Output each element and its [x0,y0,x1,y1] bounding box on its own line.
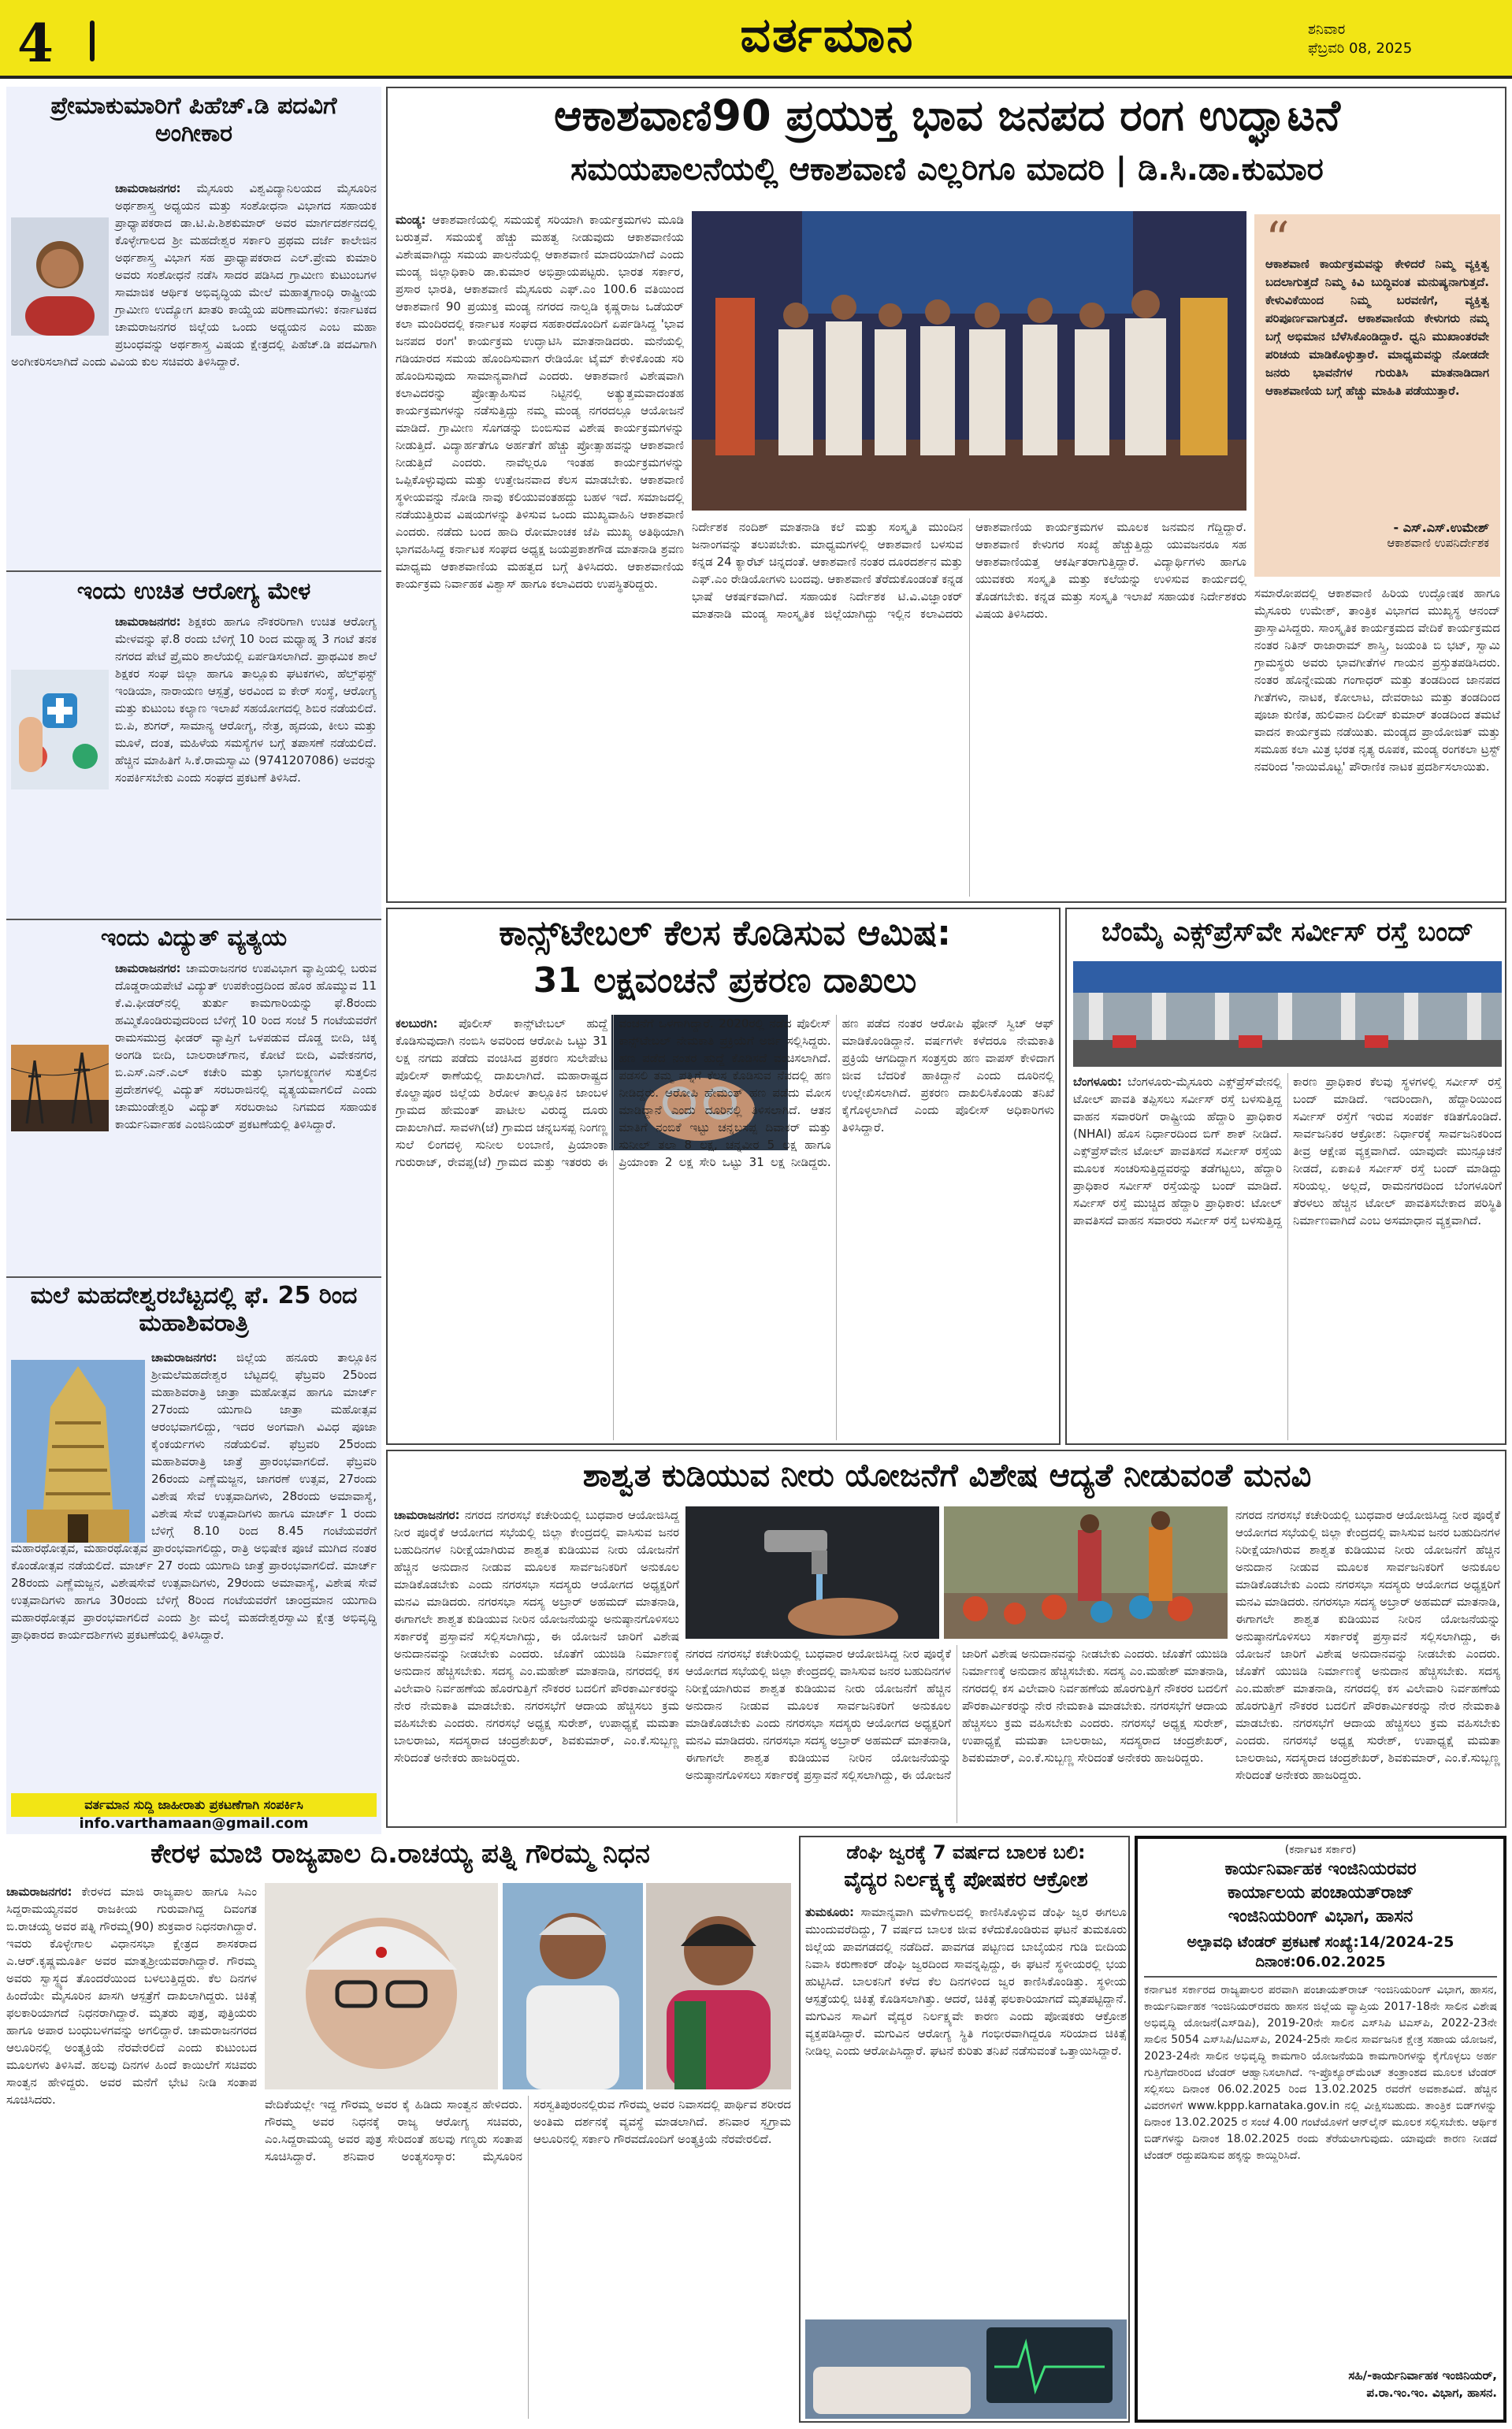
tender-title-2: ಕಾರ್ಯಾಲಯ ಪಂಚಾಯತ್‌ರಾಜ್ [1227,1883,1414,1903]
expressway-text: ಬೆಂಗಳೂರು-ಮೈಸೂರು ಎಕ್ಸ್‌ಪ್ರೆಸ್‌ವೇನಲ್ಲಿ ಟೋಲ್ ಪಾವತಿ ತಪ್ಪಿಸಲು ಸರ್ವೀಸ್ ರಸ್ತೆ ಬಳಸುತ್ತಿದ್ದ ವಾಹನ ಸವಾರರಿಗೆ ರಾಷ್ಟ್ರೀಯ ಹೆದ್ದಾರಿ ಪ್ರಾಧಿಕಾರ (NHAI) ಹೊಸ ನಿರ್ಧಾರದಿಂದ ಬಿಗ್ ಶಾಕ್ ನೀಡಿದೆ. ಎಕ್ಸ್‌ಪ್ರೆಸ್‌ವೇನ ಟೋಲ್ ಪಾವತಿಸದೆ ಸರ್ವೀಸ್ ರಸ್ತೆಯ ಮೂಲಕ ಸಂಚರಿಸುತ್ತಿದ್ದವರನ್ನು ತಡೆಗಟ್ಟಲು, ಹೆದ್ದಾರಿ ಪ್ರಾಧಿಕಾರ ಸರ್ವೀಸ್ ರಸ್ತೆಯನ್ನು ಬಂದ್ ಮಾಡಿದೆ. ಸರ್ವೀಸ್ ರಸ್ತೆ ಮುಚ್ಚಿದ ಹೆದ್ದಾರಿ ಪ್ರಾಧಿಕಾರ: ಟೋಲ್ ಪಾವತಿಸದೆ ವಾಹನ ಸವಾರರು ಸರ್ವೀಸ್ ರಸ್ತೆ ಬಳಸುತ್ತಿದ್ದ ಕಾರಣ ಪ್ರಾಧಿಕಾರ ಕೆಲವು ಸ್ಥಳಗಳಲ್ಲಿ ಸರ್ವೀಸ್ ರಸ್ತೆ ಬಂದ್ ಮಾಡಿದೆ. ಇದರಿಂದಾಗಿ, ಹೆದ್ದಾರಿಯಿಂದ ಸರ್ವೀಸ್ ರಸ್ತೆಗೆ ಇರುವ ಸಂಪರ್ಕ ಕಡಿತಗೊಂಡಿದೆ. ಸಾರ್ವಜನಿಕರ ಆಕ್ರೋಶ: ನಿರ್ಧಾರಕ್ಕೆ ಸಾರ್ವಜನಿಕರಿಂದ ತೀವ್ರ ಆಕ್ಷೇಪ ವ್ಯಕ್ತವಾಗಿದೆ. ಯಾವುದೇ ಮುನ್ಸೂಚನೆ ನೀಡದೆ, ಏಕಾಏಕಿ ಸರ್ವೀಸ್ ರಸ್ತೆ ಬಂದ್ ಮಾಡಿದ್ದು ಸರಿಯಲ್ಲ. ಅಲ್ಲದೆ, ರಾಮನಗರದಿಂದ ಬೆಂಗಳೂರಿಗೆ ತೆರಳಲು ಹೆಚ್ಚಿನ ಟೋಲ್ ಪಾವತಿಸಬೇಕಾದ ಪರಿಸ್ಥಿತಿ ನಿರ್ಮಾಣವಾಗಿದೆ ಎಂಬ ಅಸಮಾಧಾನ ವ್ಯಕ್ತವಾಗಿದೆ. [1073,1075,1502,1227]
tender-signature-2: ಪ.ರಾ.ಇಂ.ಇಂ. ವಿಭಾಗ, ಹಾಸನ. [1366,2386,1497,2400]
water-story [386,1450,1506,1828]
lead-story [386,87,1506,903]
issue-date [1308,20,1497,58]
lead-body-col1 [396,211,684,897]
shivaratri-headline: ಮಲೆ ಮಹದೇಶ್ವರಬೆಟ್ಟದಲ್ಲಿ ಫೆ. 25 ರಿಂದ ಮಹಾಶಿವರಾತ್ರಿ [30,1282,358,1337]
governor-body-col2: ವೇದಿಕೆಯಲ್ಲೇ ಇದ್ದ ಗೌರಮ್ಮ ಅವರ ಕೈ ಹಿಡಿದು ಸಾಂತ್ವನ ಹೇಳಿದರು. ಗೌರಮ್ಮ ಅವರ ನಿಧನಕ್ಕೆ ರಾಜ್ಯ ಆರೋಗ್ಯ ಸಚಿವರು, ಎಂ.ಸಿದ್ದರಾಮಯ್ಯ ಅವರ ಪುತ್ರ ಸೇರಿದಂತೆ ಹಲವು ಗಣ್ಯರು ಸಂತಾಪ ಸೂಚಿಸಿದ್ದಾರೆ. ಶನಿವಾರ ಅಂತ್ಯಸಂಸ್ಕಾರ: ಮೈಸೂರಿನ ಸರಸ್ವತಿಪುರಂನಲ್ಲಿರುವ ಗೌರಮ್ಮ ಅವರ ನಿವಾಸದಲ್ಲಿ ಪಾರ್ಥಿವ ಶರೀರದ ಅಂತಿಮ ದರ್ಶನಕ್ಕೆ ವ್ಯವಸ್ಥೆ ಮಾಡಲಾಗಿದೆ. ಶನಿವಾರ ಸ್ವಗ್ರಾಮ ಆಲೂರಿನಲ್ಲಿ ಸರ್ಕಾರಿ ಗೌರವದೊಂದಿಗೆ ಅಂತ್ಯಕ್ರಿಯೆ ನೆರವೇರಲಿದೆ. [265,2097,791,2163]
hospital-photo [805,2319,1127,2419]
health-body [11,613,377,917]
quote-text: ಆಕಾಶವಾಣಿ ಕಾರ್ಯಕ್ರಮವನ್ನು ಕೇಳಿದರೆ ನಿಮ್ಮ ವ್ಯಕ್ತಿತ್ವ ಬದಲಾಗುತ್ತದೆ ನಿಮ್ಮ ಕಿವಿ ಬುದ್ಧಿವಂತ ಮನುಷ್ಯನಾಗುತ್ತದೆ. ಕೇಳುವಿಕೆಯಿಂದ ನಿಮ್ಮ ಬರವಣಿಗೆ, ವ್ಯಕ್ತಿತ್ವ ಪರಿಪೂರ್ಣವಾಗುತ್ತದೆ. ಆಕಾಶವಾಣಿಯ ಕೇಳುಗರು ನಮ್ಮ ಬಗ್ಗೆ ಅಭಿಮಾನ ಬೆಳೆಸಿಕೊಂಡಿದ್ದಾರೆ. ಧ್ವನಿ ಮುಖಾಂತರವೇ ಪರಿಚಯ ಮಾಡಿಕೊಳ್ಳುತ್ತಾರೆ. ಮಾಧ್ಯಮವನ್ನು ನೋಡದೇ ಜನರು ಭಾವನೆಗಳ ಗುರುತಿಸಿ ಮಾತನಾಡಿದಾಗ ಆಕಾಶವಾಣಿಯ ಬಗ್ಗೆ ಹೆಚ್ಚು ಮಾಹಿತಿ ಪಡೆಯುತ್ತಾರೆ. [1265,257,1489,398]
water-tap-icon [685,1506,939,1639]
phd-dateline: ಚಾಮರಾಜನಗರ: [115,181,181,195]
governor-text: ಕೇರಳದ ಮಾಜಿ ರಾಜ್ಯಪಾಲ ಹಾಗೂ ಸಿಎಂ ಸಿದ್ದರಾಮಯ್ಯನವರ ರಾಜಕೀಯ ಗುರುವಾಗಿದ್ದ ದಿವಂಗತ ಬಿ.ರಾಚಯ್ಯ ಅವರ ಪತ್ನಿ ಗೌರಮ್ಮ(90) ಶುಕ್ರವಾರ ನಿಧನರಾಗಿದ್ದಾರೆ. ಇವರು ಕೊಳ್ಳೇಗಾಲ ವಿಧಾನಸಭಾ ಕ್ಷೇತ್ರದ ಶಾಸಕರಾದ ಎ.ಆರ್.ಕೃಷ್ಣಮೂರ್ತಿ ಅವರ ಮಾತೃಶ್ರೀಯವರಾಗಿದ್ದಾರೆ. ಗೌರಮ್ಮ ಅವರು ಸ್ವಾಸ್ಥ್ಯದ ತೊಂದರೆಯಿಂದ ಬಳಲುತ್ತಿದ್ದರು. ಕೆಲ ದಿನಗಳ ಹಿಂದೆಯೇ ಮೈಸೂರಿನ ಖಾಸಗಿ ಆಸ್ಪತ್ರೆಗೆ ದಾಖಲಾಗಿದ್ದರು. ಚಿಕಿತ್ಸೆ ಫಲಕಾರಿಯಾಗದೆ ನಿಧನರಾಗಿದ್ದಾರೆ. ಮೃತರು ಪುತ್ರ, ಪುತ್ರಿಯರು ಹಾಗೂ ಅಪಾರ ಬಂಧುಬಳಗವನ್ನು ಅಗಲಿದ್ದಾರೆ. ಚಾಮರಾಜನಗರದ ಆಲೂರಿನಲ್ಲಿ ಅಂತ್ಯಕ್ರಿಯೆ ನೆರವೇರಲಿದೆ ಎಂದು ಕುಟುಂಬದ ಮೂಲಗಳು ತಿಳಿಸಿವೆ. ಹಲವು ದಿನಗಳ ಹಿಂದೆ ಕಾಯಿಲೆಗೆ ಸಚಿವರು ಸಾಂತ್ವನ ಹೇಳಿದ್ದರು. ಅವರ ಮನೆಗೆ ಭೇಟಿ ನೀಡಿ ಸಂತಾಪ ಸೂಚಿಸಿದರು. [6,1885,257,2107]
woman-photo [646,1883,791,2089]
health-headline: ಇಂದು ಉಚಿತ ಆರೋಗ್ಯ ಮೇಳ [76,578,311,605]
water-tap-photo [685,1506,939,1639]
toll-plaza-icon [1073,961,1502,1067]
tender-title-3: ಇಂಜಿನಿಯರಿಂಗ್ ವಿಭಾಗ, ಹಾಸನ [1228,1907,1414,1926]
phd-headline: ಪ್ರೇಮಾಕುಮಾರಿಗೆ ಪಿಹೆಚ್.ಡಿ ಪದವಿಗೆ ಅಂಗೀಕಾರ [50,92,337,147]
power-headline: ಇಂದು ವಿದ್ಯುತ್ ವ್ಯತ್ಯಯ [100,924,288,952]
dengue-headline-2: ವೈದ್ಯರ ನಿರ್ಲಕ್ಷ್ಯಕ್ಕೆ ಪೋಷಕರ ಆಕ್ರೋಶ [844,1868,1088,1892]
tender-date: ದಿನಾಂಕ:06.02.2025 [1255,1954,1386,1970]
elderly-woman-photo-icon [265,1883,498,2089]
contact-email[interactable]: info.varthamaan@gmail.com [79,1815,309,1832]
issue-date-text: ಫೆಬ್ರವರಿ 08, 2025 [1308,40,1413,57]
tender-title-1: ಕಾರ್ಯನಿರ್ವಾಹಕ ಇಂಜಿನಿಯರವರ [1224,1859,1417,1879]
divider [6,1276,381,1278]
dengue-story [799,1836,1130,2423]
expressway-story [1065,908,1506,1445]
water-headline: ಶಾಶ್ವತ ಕುಡಿಯುವ ನೀರು ಯೋಜನೆಗೆ ವಿಶೇಷ ಆದ್ಯತೆ ನೀಡುವಂತೆ ಮನವಿ [582,1458,1312,1494]
constable-dateline: ಕಲಬುರಗಿ: [396,1016,438,1031]
newspaper-logo: ವರ್ತಮಾನ [740,8,915,63]
dengue-dateline: ತುಮಕೂರು: [805,1905,855,1919]
gowramma-photo [265,1883,498,2089]
lead-quote-box [1254,214,1500,577]
man-photo-icon [503,1883,643,2089]
divider [1144,1976,1497,1978]
shivaratri-text: ಜಿಲ್ಲೆಯ ಹನೂರು ತಾಲ್ಲೂಕಿನ ಶ್ರೀಮಲೆಮಹದೇಶ್ವರ ಬೆಟ್ಟದಲ್ಲಿ ಫೆಬ್ರವರಿ 25ರಿಂದ ಮಹಾಶಿವರಾತ್ರಿ ಜಾತ್ರಾ ಮಹೋತ್ಸವ ಹಾಗೂ ಮಾರ್ಚ್ 27ರಂದು ಯುಗಾದಿ ಜಾತ್ರಾ ಮಹೋತ್ಸವ ಆರಂಭವಾಗಲಿದ್ದು, ಇದರ ಅಂಗವಾಗಿ ವಿವಿಧ ಪೂಜಾ ಕೈಂಕರ್ಯಗಳು ನಡೆಯಲಿವೆ. ಫೆಬ್ರವರಿ 25ರಂದು ಮಹಾಶಿವರಾತ್ರಿ ಜಾತ್ರೆ ಪ್ರಾರಂಭವಾಗಲಿದೆ. ಫೆಬ್ರವರಿ 26ರಂದು ಎಣ್ಣೆಮಜ್ಜನ, ಜಾಗರಣೆ ಉತ್ಸವ, 27ರಂದು ವಿಶೇಷ ಸೇವೆ ಉತ್ಸವಾದಿಗಳು, 28ರಂದು ಅಮಾವಾಸ್ಯೆ, ವಿಶೇಷ ಸೇವೆ ಉತ್ಸವಾದಿಗಳು ಹಾಗೂ ಮಾರ್ಚ್ 1 ರಂದು ಬೆಳಿಗ್ಗೆ 8.10 ರಿಂದ 8.45 ಗಂಟೆಯವರೆಗೆ ಮಹಾರಥೋತ್ಸವ, ಮಹಾರಥೋತ್ಸವ ಪ್ರಾರಂಭವಾಗಲಿದ್ದು, ರಾತ್ರಿ ಅಭಿಷೇಕ ಪೂಜೆ ಮುಗಿದ ನಂತರ ಕೊಂಡೋತ್ಸವ ನಡೆಯಲಿದೆ. ಮಾರ್ಚ್ 27 ರಂದು ಯುಗಾದಿ ಜಾತ್ರೆ ಪ್ರಾರಂಭವಾಗಲಿದೆ. ಮಾರ್ಚ್ 28ರಂದು ಎಣ್ಣೆಮಜ್ಜನ, ವಿಶೇಷಸೇವೆ ಉತ್ಸವಾದಿಗಳು, 29ರಂದು ಅಮಾವಾಸ್ಯೆ, ವಿಶೇಷ ಸೇವೆ ಉತ್ಸವಾದಿಗಳು ಹಾಗೂ 30ರಂದು ಬೆಳಿಗ್ಗೆ 8ರಿಂದ ಗಂಟೆಯವರೆಗೆ ಚಾಂದ್ರಮಾನ ಯುಗಾದಿ ಮಹಾರಥೋತ್ಸವ ಪ್ರಾರಂಭವಾಗಲಿದೆ ಎಂದು ಶ್ರೀ ಮಲೈ ಮಹದೇಶ್ವರಸ್ವಾಮಿ ಕ್ಷೇತ್ರ ಅಭಿವೃದ್ಧಿ ಪ್ರಾಧಿಕಾರದ ಕಾರ್ಯದರ್ಶಿಗಳು ಪ್ರಕಟಣೆಯಲ್ಲಿ ತಿಳಿಸಿದ್ದಾರೆ. [11,1350,377,1642]
lead-dateline: ಮಂಡ್ಯ: [396,213,426,227]
lead-subhead: ಸಮಯಪಾಲನೆಯಲ್ಲಿ ಆಕಾಶವಾಣಿ ಎಲ್ಲರಿಗೂ ಮಾದರಿ | ಡಿ.ಸಿ.ಡಾ.ಕುಮಾರ [570,151,1324,188]
rachaiah-photo [503,1883,643,2089]
governor-dateline: ಚಾಮರಾಜನಗರ: [6,1885,72,1899]
issue-day: ಶನಿವಾರ [1308,21,1346,38]
power-body [11,960,377,1275]
expressway-body [1073,1073,1502,1440]
tender-body: ಕರ್ನಾಟಕ ಸರ್ಕಾರದ ರಾಜ್ಯಪಾಲರ ಪರವಾಗಿ ಪಂಚಾಯತ್‌ರಾಜ್ ಇಂಜಿನಿಯರಿಂಗ್ ವಿಭಾಗ, ಹಾಸನ, ಕಾರ್ಯನಿರ್ವಾಹಕ ಇಂಜಿನಿಯರ್‌ರವರು ಹಾಸನ ಜಿಲ್ಲೆಯ ವ್ಯಾಪ್ತಿಯ 2017-18ನೇ ಸಾಲಿನ ವಿಶೇಷ ಅಭಿವೃದ್ಧಿ ಯೋಜನೆ(ಎಸ್‌ಡಿಪಿ), 2019-20ನೇ ಸಾಲಿನ ಎಸ್‌ಸಿಪಿ ಟಿಎಸ್‌ಪಿ, 2022-23ನೇ ಸಾಲಿನ 5054 ಎಸ್‌ಸಿಪಿ/ಟಿಎಸ್‌ಪಿ, 2024-25ನೇ ಸಾಲಿನ ಸಾರ್ವಜನಿಕ ಕ್ಷೇತ್ರ ಸಹಾಯ ಯೋಜನೆ, 2023-24ನೇ ಸಾಲಿನ ಅಭಿವೃದ್ಧಿ ಕಾಮಗಾರಿ ಯೋಜನೆಯಡಿ ಕಾಮಗಾರಿಗಳನ್ನು ಕೈಗೊಳ್ಳಲು ಅರ್ಹ ಗುತ್ತಿಗೆದಾರರಿಂದ ಟೆಂಡರ್ ಆಹ್ವಾನಿಸಲಾಗಿದೆ. ಇ-ಪ್ರೊಕ್ಯೂರ್‌ಮೆಂಟ್ ತಂತ್ರಾಂಶದ ಮೂಲಕ ಟೆಂಡರ್ ಸಲ್ಲಿಸಲು ದಿನಾಂಕ 06.02.2025 ರಿಂದ 13.02.2025 ರವರೆಗೆ ಅವಕಾಶವಿದೆ. ಹೆಚ್ಚಿನ ವಿವರಗಳಿಗೆ www.kppp.karnataka.gov.in ನಲ್ಲಿ ವೀಕ್ಷಿಸಬಹುದು. ತಾಂತ್ರಿಕ ಬಿಡ್‌ಗಳನ್ನು ದಿನಾಂಕ 13.02.2025 ರ ಸಂಜೆ 4.00 ಗಂಟೆಯೊಳಗೆ ಆನ್‌ಲೈನ್ ಮೂಲಕ ಸಲ್ಲಿಸಬೇಕು. ಆರ್ಥಿಕ ಬಿಡ್‌ಗಳನ್ನು ದಿನಾಂಕ 18.02.2025 ರಂದು ತೆರೆಯಲಾಗುವುದು. ಯಾವುದೇ ಕಾರಣ ನೀಡದೆ ಟೆಂಡರ್ ರದ್ದುಪಡಿಸುವ ಹಕ್ಕನ್ನು ಕಾಯ್ದಿರಿಸಿದೆ. [1144,1984,1497,2162]
lead-photo [692,211,1246,511]
tender-notice [1135,1836,1506,2423]
page-number: 4 [17,13,54,74]
quote-author: - ಎಸ್.ಎಸ್.ಉಮೇಶ್ [1393,520,1489,535]
lead-text: ಆಕಾಶವಾಣಿಯಲ್ಲಿ ಸಮಯಕ್ಕೆ ಸರಿಯಾಗಿ ಕಾರ್ಯಕ್ರಮಗಳು ಮೂಡಿ ಬರುತ್ತವೆ. ಸಮಯಕ್ಕೆ ಹೆಚ್ಚು ಮಹತ್ವ ನೀಡುವುದು ಆಕಾಶವಾಣಿಯ ವಿಶೇಷವಾಗಿದ್ದು ಸಮಯ ಪಾಲನೆಯಲ್ಲಿ ಆಕಾಶವಾಣಿ ಮಾದರಿಯಾಗಿದೆ ಎಂದು ಮಂಡ್ಯ ಜಿಲ್ಲಾಧಿಕಾರಿ ಡಾ.ಕುಮಾರ ಅಭಿಪ್ರಾಯಪಟ್ಟರು. ಭಾರತ ಸರ್ಕಾರ, ಪ್ರಸಾರ ಭಾರತಿ, ಆಕಾಶವಾಣಿ ಮೈಸೂರು ಎಫ್.ಎಂ 100.6 ವತಿಯಿಂದ ಆಕಾಶವಾಣಿ 90 ಪ್ರಯುಕ್ತ ಮಂಡ್ಯ ನಗರದ ನಾಲ್ವಡಿ ಕೃಷ್ಣರಾಜ ಒಡೆಯರ್ ಕಲಾ ಮಂದಿರದಲ್ಲಿ ಕರ್ನಾಟಕ ಸಂಘದ ಸಹಕಾರದೊಂದಿಗೆ ಏರ್ಪಡಿಸಿದ್ದ 'ಭಾವ ಜನಪದ ರಂಗ' ಕಾರ್ಯಕ್ರಮ ಉದ್ಘಾಟಿಸಿ ಮಾತನಾಡಿದರು. ಮನೆಯಲ್ಲಿ ಗಡಿಯಾರದ ಸಮಯ ಹೊಂದಿಸುವಾಗ ರೇಡಿಯೋ ಟೈಮ್ ಕೇಳಿಕೊಂಡು ಸರಿ ಹೊಂದಿಸುವುದು ಸಾಮಾನ್ಯವಾಗಿದೆ ಎಂದರು. ಆಕಾಶವಾಣಿ ವಿಶೇಷವಾಗಿ ಕಲಾವಿದರನ್ನು ಪ್ರೋತ್ಸಾಹಿಸುವ ನಿಟ್ಟಿನಲ್ಲಿ ಅತ್ಯುತ್ತಮವಾದಂತಹ ಕಾರ್ಯಕ್ರಮಗಳನ್ನು ನಡೆಸುತ್ತಿದ್ದು ನಮ್ಮ ಮಂಡ್ಯ ನಗರದಲ್ಲೂ ಆಯೋಜನೆ ಮಾಡಿದೆ. ಗ್ರಾಮೀಣ ಸೊಗಡನ್ನು ಬಿಂಬಿಸುವ ವಿಶೇಷ ಕಾರ್ಯಕ್ರಮಗಳನ್ನು ನೀಡುತ್ತಿದೆ. ವಿದ್ಯಾರ್ಹತೆಗೂ ಅರ್ಹತೆಗೆ ಹೆಚ್ಚು ಪ್ರೋತ್ಸಾಹವನ್ನು ಆಕಾಶವಾಣಿ ನೀಡುತ್ತಿದೆ ಎಂದರು. ನಾವೆಲ್ಲರೂ ಇಂತಹ ಕಾರ್ಯಕ್ರಮಗಳನ್ನು ಒಪ್ಪಿಕೊಳ್ಳುವುದು ಮತ್ತು ಉತ್ತೇಜನವಾದ ಕೆಲಸ ಮಾಡಬೇಕು. ಆಕಾಶವಾಣಿ ಸ್ಥಳೀಯವನ್ನು ನೋಡಿ ನಾವು ಕಲಿಯುವಂತಹದ್ದು ಬಹಳ ಇದೆ. ಸಮಾಜದಲ್ಲಿ ನಡೆಯುತ್ತಿರುವ ವಿಷಯಗಳನ್ನು ತಿಳಿಸುವ ಒಂದು ಮುಖ್ಯವಾಹಿನಿ ಆಕಾಶವಾಣಿ ಎಂದರು. ನಡೆದು ಬಂದ ಹಾದಿ ರೋಮಾಂಚಕ ಜೆಪಿ ಮುಖ್ಯ ಅತಿಥಿಯಾಗಿ ಭಾಗವಹಿಸಿದ್ದ ಕರ್ನಾಟಕ ಸಂಘದ ಅಧ್ಯಕ್ಷ ಜಯಪ್ರಕಾಶಗೌಡ ಮಾತನಾಡಿ ಶ್ರವಣ ಮಾಧ್ಯಮ ಆಕಾಶವಾಣಿಯ ಮಹತ್ವದ ಬಗ್ಗೆ ತಿಳಿಸಿದರು. ಆಕಾಶವಾಣಿಯ ಕಾರ್ಯಕ್ರಮ ನಿರ್ವಾಹಕ ವಿಶ್ವಾಸ್ ಹಾಗೂ ಕಲಾವಿದರು ಉಪಸ್ಥಿತರಿದ್ದರು. [396,213,684,591]
health-dateline: ಚಾಮರಾಜನಗರ: [115,615,181,629]
lead-headline: ಆಕಾಶವಾಣಿ90 ಪ್ರಯುಕ್ತ ಭಾವ ಜನಪದ ರಂಗ ಉದ್ಘಾಟನೆ [553,91,1341,140]
health-text: ಶಿಕ್ಷಕರು ಹಾಗೂ ನೌಕರರಿಗಾಗಿ ಉಚಿತ ಆರೋಗ್ಯ ಮೇಳವನ್ನು ಫೆ.8 ರಂದು ಬೆಳಿಗ್ಗೆ 10 ರಿಂದ ಮಧ್ಯಾಹ್ನ 3 ಗಂಟೆ ತನಕ ನಗರದ ಪೇಟೆ ಪ್ರೈಮರಿ ಶಾಲೆಯಲ್ಲಿ ಏರ್ಪಡಿಸಲಾಗಿದೆ. ಪ್ರಾಥಮಿಕ ಶಾಲೆ ಶಿಕ್ಷಕರ ಸಂಘ ಜಿಲ್ಲಾ ಹಾಗೂ ತಾಲ್ಲೂಕು ಘಟಕಗಳು, ಹೆಲ್ತ್‌ಫಸ್ಟ್ ಇಂಡಿಯಾ, ನಾರಾಯಣ ಆಸ್ಪತ್ರೆ, ಅರವಿಂದ ಐ ಕೇರ್ ಸಂಸ್ಥೆ, ಆರೋಗ್ಯ ಮತ್ತು ಕುಟುಂಬ ಕಲ್ಯಾಣ ಇಲಾಖೆ ಸಹಯೋಗದಲ್ಲಿ ಶಿಬಿರ ನಡೆಯಲಿದೆ. ಬಿ.ಪಿ, ಶುಗರ್, ಸಾಮಾನ್ಯ ಆರೋಗ್ಯ, ನೇತ್ರ, ಹೃದಯ, ಕೀಲು ಮತ್ತು ಮೂಳೆ, ದಂತ, ಮಹಿಳೆಯ ಸಮಸ್ಯೆಗಳ ಬಗ್ಗೆ ತಪಾಸಣೆ ನಡೆಯಲಿದೆ. ಹೆಚ್ಚಿನ ಮಾಹಿತಿಗೆ ಸಿ.ಕೆ.ರಾಮಸ್ವಾಮಿ (9741207086) ಅವರನ್ನು ಸಂಪರ್ಕಿಸಬೇಕು ಎಂದು ಸಂಘದ ಪ್ರಕಟಣೆ ತಿಳಿಸಿದೆ. [115,615,377,785]
constable-text: ಪೊಲೀಸ್ ಕಾನ್ಸ್‌ಟೇಬಲ್ ಹುದ್ದೆ ಕೊಡಿಸುವುದಾಗಿ ನಂಬಿಸಿ ಅವರಿಂದ ಆರೋಪಿ ಒಟ್ಟು 31 ಲಕ್ಷ ನಗದು ಪಡೆದು ವಂಚಿಸಿದ ಪ್ರಕರಣ ಸುಲೇಪೇಟ ಪೊಲೀಸ್ ಠಾಣೆಯಲ್ಲಿ ದಾಖಲಾಗಿದೆ. ಮಹಾರಾಷ್ಟ್ರದ ಕೊಲ್ಹಾಪೂರ ಜಿಲ್ಲೆಯ ಶಿರೋಳ ತಾಲ್ಲೂಕಿನ ಜಾಂಬಳ ಗ್ರಾಮದ ಹೇಮಂತ್ ಪಾಟೀಲ ವಿರುದ್ಧ ದೂರು ದಾಖಲಾಗಿದೆ. ಸಾವಳಗಿ(ಜೆ) ಗ್ರಾಮದ ಚನ್ನಬಸಪ್ಪ ನಿಂಗಣ್ಣ ಸುಲೆ ಲಿಂಗದಳ್ಳಿ ಸುನೀಲ ಲಂಬಾಣಿ, ಪ್ರಿಯಾಂಕಾ ಗುರುರಾಜ್, ರೇವಪ್ಪ(ಜೆ) ಗ್ರಾಮದ ಮತ್ತು ಇತರರು ಈ ವಂಚನೆಗೆ ಒಳಗಾಗಿದ್ದಾರೆ. 2020ರಲ್ಲಿ ನಡೆದ ಪೊಲೀಸ್ ಕಾನ್ಸ್‌ಟೇಬಲ್ ನೇಮಕಾತಿ ಪ್ರಕ್ರಿಯೆಗೆ ಅರ್ಜಿ ಸಲ್ಲಿಸಿದ್ದರು. ಹಣ ಪಡೆದ ನಂತರ ಹುದ್ದೆ ಕೊಡಿಸದೆ ವಂಚಿಸಲಾಗಿದೆ. ಪಡಸಲಿ ತಮ್ಮ ಪತ್ನಿಗೆ ಕೆಲಸ ಕೊಡಿಸುವ ನೆಪದಲ್ಲಿ ಹಣ ನೀಡಿದ್ದರು. ಆರೋಪಿ ಹೇಮಂತ್ ಹಣ ಪಡೆದು ಮೋಸ ಮಾಡಿದ್ದಾನೆ ಎಂದು ದೂರಿನಲ್ಲಿ ತಿಳಿಸಲಾಗಿದೆ. ಆತನ ಮಾತಿಗೆ ನಂಬಿಕೆ ಇಟ್ಟು ಚನ್ನಬಸಪ್ಪ ದಿವಾಕರ್ ಮತ್ತು ಸುನೀಲ್ ತಲಾ 8 ಲಕ್ಷ, ಚನ್ನವೀರ 5 ಲಕ್ಷ ಹಾಗೂ ಪ್ರಿಯಾಂಕಾ 2 ಲಕ್ಷ ಸೇರಿ ಒಟ್ಟು 31 ಲಕ್ಷ ನೀಡಿದ್ದರು. ಹಣ ಪಡೆದ ನಂತರ ಆರೋಪಿ ಫೋನ್ ಸ್ವಿಚ್ ಆಫ್ ಮಾಡಿಕೊಂಡಿದ್ದಾನೆ. ವರ್ಷಗಳೇ ಕಳೆದರೂ ನೇಮಕಾತಿ ಪ್ರಕ್ರಿಯೆ ಆಗದಿದ್ದಾಗ ಸಂತ್ರಸ್ತರು ಹಣ ವಾಪಸ್ ಕೇಳಿದಾಗ ಜೀವ ಬೆದರಿಕೆ ಹಾಕಿದ್ದಾನೆ ಎಂದು ದೂರಿನಲ್ಲಿ ಉಲ್ಲೇಖಿಸಲಾಗಿದೆ. ಪ್ರಕರಣ ದಾಖಲಿಸಿಕೊಂಡು ತನಿಖೆ ಕೈಗೊಳ್ಳಲಾಗಿದೆ ಎಂದು ಪೊಲೀಸ್ ಅಧಿಕಾರಿಗಳು ತಿಳಿಸಿದ್ದಾರೆ. [396,1016,1054,1169]
hospital-monitor-icon [805,2319,1127,2419]
lead-right-body: ಸಮಾರೋಪದಲ್ಲಿ ಆಕಾಶವಾಣಿ ಹಿರಿಯ ಉದ್ಘೋಷಕ ಹಾಗೂ ಮೈಸೂರು ಉಮೇಶ್, ತಾಂತ್ರಿಕ ವಿಭಾಗದ ಮುಖ್ಯಸ್ಥ ಆನಂದ್ ಪ್ರಾಸ್ತಾವಿಸಿದ್ದರು. ಸಾಂಸ್ಕೃತಿಕ ಕಾರ್ಯಕ್ರಮದ ವೇದಿಕೆ ಕಾರ್ಯಕ್ರಮದ ನಂತರ ನಿತಿನ್ ರಾಜಾರಾಮ್ ಶಾಸ್ತ್ರಿ, ಜಯಂತಿ ಬಿ ಭಟ್, ಸ್ವಾಮಿ ಗ್ರಾಮಸ್ಥರು ಅವರು ಭಾವಗೀತೆಗಳ ಗಾಯನ ಪ್ರಸ್ತುತಪಡಿಸಿದರು. ನಂತರ ಹೊನ್ನೇಮಡು ಗಂಗಾಧರ್ ಮತ್ತು ತಂಡದಿಂದ ಜಾನಪದ ಗೀತೆಗಳು, ನಾಟಕ, ಕೋಲಾಟ, ದೇವರಾಜು ಮತ್ತು ತಂಡದಿಂದ ಪೂಜಾ ಕುಣಿತ, ಹುಲಿವಾನ ದಿಲೀಪ್ ಕುಮಾರ್ ತಂಡದಿಂದ ತಮಟೆ ವಾದನ ಕಾರ್ಯಕ್ರಮ ನಡೆಯಿತು. ಮಂಡ್ಯದ ಪ್ರಾಯೋಜಿತ್ ಮತ್ತು ಸಮೂಹ ಕಲಾ ಮಿತ್ರ ಭರತ ನೃತ್ಯ ರೂಪಕ, ಮಂಡ್ಯ ರಂಗಕಲಾ ಟ್ರಸ್ಟ್ ನವರಿಂದ 'ನಾಯಿಮೊಟ್ಟ' ಪೌರಾಣಿಕ ನಾಟಕ ಪ್ರದರ್ಶಿಸಲಾಯಿತು. [1254,586,1500,774]
constable-headline-1: ಕಾನ್ಸ್‌ಟೇಬಲ್ ಕೆಲಸ ಕೊಡಿಸುವ ಆಮಿಷ: [499,913,951,953]
water-dateline: ಚಾಮರಾಜನಗರ: [394,1508,460,1522]
masthead [0,0,1512,79]
dengue-body [805,1903,1127,2313]
power-dateline: ಚಾಮರಾಜನಗರ: [115,961,181,975]
quote-role: ಆಕಾಶವಾಣಿ ಉಪನಿರ್ದೇಶಕ [1387,536,1489,550]
power-text: ಚಾಮರಾಜನಗರ ಉಪವಿಭಾಗ ವ್ಯಾಪ್ತಿಯಲ್ಲಿ ಬರುವ ದೊಡ್ಡರಾಯಪೇಟೆ ವಿದ್ಯುತ್ ಉಪಕೇಂದ್ರದಿಂದ ಹೊರ ಹೊಮ್ಮುವ 11 ಕೆ.ವಿ.ಫೀಡರ್‌ನಲ್ಲಿ ತುರ್ತು ಕಾಮಗಾರಿಯನ್ನು ಫೆ.8ರಂದು ಹಮ್ಮಿಕೊಂಡಿರುವುದರಿಂದ ಬೆಳಿಗ್ಗೆ 10 ರಿಂದ ಸಂಜೆ 5 ಗಂಟೆಯವರೆಗೆ ರಾಮಸಮುದ್ರ ಫೀಡರ್ ವ್ಯಾಪ್ತಿಗೆ ಒಳಪಡುವ ದೊಡ್ಡ ಬೀದಿ, ಚಿಕ್ಕ ಅಂಗಡಿ ಬೀದಿ, ಬಾಲರಾಜ್‌ಗಾನ, ಕೋಟೆ ಬೀದಿ, ವಿವೇಕನಗರ, ಬಿ.ಎಸ್.ಎನ್.ಎಲ್ ಕಚೇರಿ ಮತ್ತು ಭಾಗಲಕ್ಷ್ಮಣಗಳ ಸುತ್ತಲಿನ ಪ್ರದೇಶಗಳಲ್ಲಿ ವಿದ್ಯುತ್ ಸರಬರಾಜಿನಲ್ಲಿ ವ್ಯತ್ಯಯವಾಗಲಿದೆ ಎಂದು ಚಾಮುಂಡೇಶ್ವರಿ ವಿದ್ಯುತ್ ಸರಬರಾಜು ನಿಗಮದ ಸಹಾಯಕ ಕಾರ್ಯನಿರ್ವಾಹಕ ಎಂಜಿನಿಯರ್ ಪ್ರಕಟಣೆಯಲ್ಲಿ ತಿಳಿಸಿದ್ದಾರೆ. [115,961,377,1131]
water-body-col3: ನಗರದ ನಗರಸಭೆ ಕಚೇರಿಯಲ್ಲಿ ಬುಧವಾರ ಆಯೋಜಿಸಿದ್ದ ನೀರ ಪೂರೈಕೆ ಆಯೋಗದ ಸಭೆಯಲ್ಲಿ ಜಿಲ್ಲಾ ಕೇಂದ್ರದಲ್ಲಿ ವಾಸಿಸುವ ಜನರ ಬಹುದಿನಗಳ ನಿರೀಕ್ಷೆಯಾಗಿರುವ ಶಾಶ್ವತ ಕುಡಿಯುವ ನೀರು ಯೋಜನೆಗೆ ಹೆಚ್ಚಿನ ಅನುದಾನ ನೀಡುವ ಮೂಲಕ ಸಾರ್ವಜನಿಕರಿಗೆ ಅನುಕೂಲ ಮಾಡಿಕೊಡಬೇಕು ಎಂದು ನಗರಸಭಾ ಸದಸ್ಯರು ಆಯೋಗದ ಅಧ್ಯಕ್ಷರಿಗೆ ಮನವಿ ಮಾಡಿದರು. ನಗರಸಭಾ ಸದಸ್ಯ ಅಬ್ರಾರ್ ಅಹಮದ್ ಮಾತನಾಡಿ, ಈಗಾಗಲೇ ಶಾಶ್ವತ ಕುಡಿಯುವ ನೀರಿನ ಯೋಜನೆಯನ್ನು ಅನುಷ್ಠಾನಗೊಳಿಸಲು ಸರ್ಕಾರಕ್ಕೆ ಪ್ರಸ್ತಾವನೆ ಸಲ್ಲಿಸಲಾಗಿದ್ದು, ಈ ಯೋಜನೆ ಜಾರಿಗೆ ವಿಶೇಷ ಅನುದಾನವನ್ನು ನೀಡಬೇಕು ಎಂದರು. ಜೊತೆಗೆ ಯುಜಿಡಿ ನಿರ್ಮಾಣಕ್ಕೆ ಅನುದಾನ ಹೆಚ್ಚಿಸಬೇಕು. ಸದಸ್ಯ ಎಂ.ಮಹೇಶ್ ಮಾತನಾಡಿ, ನಗರದಲ್ಲಿ ಕಸ ವಿಲೇವಾರಿ ನಿರ್ವಹಣೆಯ ಹೊರಗುತ್ತಿಗೆ ನೌಕರರ ಬದಲಿಗೆ ಪೌರಕಾರ್ಮಿಕರನ್ನು ನೇರ ನೇಮಕಾತಿ ಮಾಡಬೇಕು. ನಗರಸಭೆಗೆ ಆದಾಯ ಹೆಚ್ಚಿಸಲು ಕ್ರಮ ವಹಿಸಬೇಕು ಎಂದರು. ನಗರಸಭೆ ಅಧ್ಯಕ್ಷ ಸುರೇಶ್, ಉಪಾಧ್ಯಕ್ಷೆ ಮಮತಾ ಬಾಲರಾಜು, ಸದಸ್ಯರಾದ ಚಂದ್ರಶೇಖರ್, ಶಿವಕುಮಾರ್, ಎಂ.ಕೆ.ಸುಬ್ಬಣ್ಣ ಸೇರಿದಂತೆ ಅನೇಕರು ಹಾಜರಿದ್ದರು. [1235,1508,1500,1782]
lead-body-col2 [692,518,1246,897]
dengue-headline-1: ಡೆಂಘಿ ಜ್ವರಕ್ಕೆ 7 ವರ್ಷದ ಬಾಲಕ ಬಲಿ: [846,1841,1086,1863]
tender-notice-number: ಅಲ್ಪಾವಧಿ ಟೆಂಡರ್ ಪ್ರಕಟಣೆ ಸಂಖ್ಯೆ:14/2024-25 [1187,1933,1454,1951]
dengue-text: ಸಾಮಾನ್ಯವಾಗಿ ಮಳೆಗಾಲದಲ್ಲಿ ಕಾಣಿಸಿಕೊಳ್ಳುವ ಡೆಂಘಿ ಜ್ವರ ಈಗಲೂ ಮುಂದುವರೆದಿದ್ದು, 7 ವರ್ಷದ ಬಾಲಕ ಜೀವ ಕಳೆದುಕೊಂಡಿರುವ ಘಟನೆ ತುಮಕೂರು ಜಿಲ್ಲೆಯ ಪಾವಗಡದಲ್ಲಿ ನಡೆದಿದೆ. ಪಾವಗಡ ಪಟ್ಟಣದ ಬಾಬೈಯನ ಗುಡಿ ಬೀದಿಯ ನಿವಾಸಿ ಕರುಣಾಕರ್ ಡೆಂಘಿ ಜ್ವರದಿಂದ ಸಾವನ್ನಪ್ಪಿದ್ದು, ಈ ಘಟನೆ ಸ್ಥಳೀಯರಲ್ಲಿ ಭಯ ಹುಟ್ಟಿಸಿದೆ. ಬಾಲಕನಿಗೆ ಕಳೆದ ಕೆಲ ದಿನಗಳಿಂದ ಜ್ವರ ಕಾಣಿಸಿಕೊಂಡಿತ್ತು. ಸ್ಥಳೀಯ ಆಸ್ಪತ್ರೆಯಲ್ಲಿ ಚಿಕಿತ್ಸೆ ಕೊಡಿಸಲಾಗಿತ್ತು. ಆದರೆ, ಚಿಕಿತ್ಸೆ ಫಲಕಾರಿಯಾಗದೆ ಮೃತಪಟ್ಟಿದ್ದಾನೆ. ಮಗುವಿನ ಸಾವಿಗೆ ವೈದ್ಯರ ನಿರ್ಲಕ್ಷ್ಯವೇ ಕಾರಣ ಎಂದು ಪೋಷಕರು ಆಕ್ರೋಶ ವ್ಯಕ್ತಪಡಿಸಿದ್ದಾರೆ. ಮಗುವಿನ ಆರೋಗ್ಯ ಸ್ಥಿತಿ ಗಂಭೀರವಾಗಿದ್ದರೂ ಸರಿಯಾದ ಚಿಕಿತ್ಸೆ ನೀಡಿಲ್ಲ ಎಂದು ಆರೋಪಿಸಿದ್ದಾರೆ. ಘಟನೆ ಕುರಿತು ತನಿಖೆ ನಡೆಸುವಂತೆ ಒತ್ತಾಯಿಸಿದ್ದಾರೆ. [805,1905,1127,2058]
water-text: ನಗರದ ನಗರಸಭೆ ಕಚೇರಿಯಲ್ಲಿ ಬುಧವಾರ ಆಯೋಜಿಸಿದ್ದ ನೀರ ಪೂರೈಕೆ ಆಯೋಗದ ಸಭೆಯಲ್ಲಿ ಜಿಲ್ಲಾ ಕೇಂದ್ರದಲ್ಲಿ ವಾಸಿಸುವ ಜನರ ಬಹುದಿನಗಳ ನಿರೀಕ್ಷೆಯಾಗಿರುವ ಶಾಶ್ವತ ಕುಡಿಯುವ ನೀರು ಯೋಜನೆಗೆ ಹೆಚ್ಚಿನ ಅನುದಾನ ನೀಡುವ ಮೂಲಕ ಸಾರ್ವಜನಿಕರಿಗೆ ಅನುಕೂಲ ಮಾಡಿಕೊಡಬೇಕು ಎಂದು ನಗರಸಭಾ ಸದಸ್ಯರು ಆಯೋಗದ ಅಧ್ಯಕ್ಷರಿಗೆ ಮನವಿ ಮಾಡಿದರು. ನಗರಸಭಾ ಸದಸ್ಯ ಅಬ್ರಾರ್ ಅಹಮದ್ ಮಾತನಾಡಿ, ಈಗಾಗಲೇ ಶಾಶ್ವತ ಕುಡಿಯುವ ನೀರಿನ ಯೋಜನೆಯನ್ನು ಅನುಷ್ಠಾನಗೊಳಿಸಲು ಸರ್ಕಾರಕ್ಕೆ ಪ್ರಸ್ತಾವನೆ ಸಲ್ಲಿಸಲಾಗಿದ್ದು, ಈ ಯೋಜನೆ ಜಾರಿಗೆ ವಿಶೇಷ ಅನುದಾನವನ್ನು ನೀಡಬೇಕು ಎಂದರು. ಜೊತೆಗೆ ಯುಜಿಡಿ ನಿರ್ಮಾಣಕ್ಕೆ ಅನುದಾನ ಹೆಚ್ಚಿಸಬೇಕು. ಸದಸ್ಯ ಎಂ.ಮಹೇಶ್ ಮಾತನಾಡಿ, ನಗರದಲ್ಲಿ ಕಸ ವಿಲೇವಾರಿ ನಿರ್ವಹಣೆಯ ಹೊರಗುತ್ತಿಗೆ ನೌಕರರ ಬದಲಿಗೆ ಪೌರಕಾರ್ಮಿಕರನ್ನು ನೇರ ನೇಮಕಾತಿ ಮಾಡಬೇಕು. ನಗರಸಭೆಗೆ ಆದಾಯ ಹೆಚ್ಚಿಸಲು ಕ್ರಮ ವಹಿಸಬೇಕು ಎಂದರು. ನಗರಸಭೆ ಅಧ್ಯಕ್ಷ ಸುರೇಶ್, ಉಪಾಧ್ಯಕ್ಷೆ ಮಮತಾ ಬಾಲರಾಜು, ಸದಸ್ಯರಾದ ಚಂದ್ರಶೇಖರ್, ಶಿವಕುಮಾರ್, ಎಂ.ಕೆ.ಸುಬ್ಬಣ್ಣ ಸೇರಿದಂತೆ ಅನೇಕರು ಹಾಜರಿದ್ದರು. [394,1508,679,1765]
shivaratri-body [11,1349,377,1806]
tender-gov: (ಕರ್ನಾಟಕ ಸರ್ಕಾರ) [1284,1844,1357,1856]
governor-story [6,1836,794,2423]
pin-icon [90,20,95,61]
quote-mark-icon: “ [1265,212,1290,267]
governor-body-col1 [6,1883,257,2419]
toll-plaza-photo [1073,961,1502,1067]
tender-signature: ಸಹಿ/-ಕಾರ್ಯನಿರ್ವಾಹಕ ಇಂಜಿನಿಯರ್, [1348,2368,1497,2383]
expressway-headline: ಬೆಂಮೈ ಎಕ್ಸ್‌ಪ್ರೆಸ್‌ವೇ ಸರ್ವೀಸ್ ರಸ್ತೆ ಬಂದ್ [1101,916,1474,948]
constable-story [386,908,1061,1445]
expressway-dateline: ಬೆಂಗಳೂರು: [1073,1075,1123,1089]
contact-banner: ವರ್ತಮಾನ ಸುದ್ದಿ ಜಾಹೀರಾತು ಪ್ರಕಟಣೆಗಾಗಿ ಸಂಪರ್ಕಿಸಿ [11,1793,377,1817]
divider [6,570,381,572]
shivaratri-dateline: ಚಾಮರಾಜನಗರ: [151,1350,217,1365]
woman-photo-icon [646,1883,791,2089]
event-stage-photo-icon [692,211,1246,511]
left-column [6,87,381,1834]
water-pots-icon [944,1506,1228,1639]
phd-text: ಮೈಸೂರು ವಿಶ್ವವಿದ್ಯಾನಿಲಯದ ಮೈಸೂರಿನ ಅರ್ಥಶಾಸ್ತ್ರ ಅಧ್ಯಯನ ಮತ್ತು ಸಂಶೋಧನಾ ವಿಭಾಗದ ಸಹಾಯಕ ಪ್ರಾಧ್ಯಾಪಕರಾದ ಡಾ.ಟಿ.ಪಿ.ಶಿಶಕುಮಾರ್ ಅವರ ಮಾರ್ಗದರ್ಶನದಲ್ಲಿ ಕೊಳ್ಳೇಗಾಲದ ಶ್ರೀ ಮಹದೇಶ್ವರ ಸರ್ಕಾರಿ ಪ್ರಥಮ ದರ್ಜೆ ಕಾಲೇಜಿನ ಅರ್ಥಶಾಸ್ತ್ರ ವಿಭಾಗ ಸಹ ಪ್ರಾಧ್ಯಾಪಕರಾದ ಎಲ್.ಪ್ರೇಮ ಕುಮಾರಿ ಅವರು ಸಂಶೋಧನೆ ನಡೆಸಿ ಸಾದರ ಪಡಿಸಿದ ಗ್ರಾಮೀಣ ಕುಟುಂಬಗಳ ಸಾಮಾಜಿಕ ಆರ್ಥಿಕ ಅಭಿವೃದ್ಧಿಯ ಮೇಲೆ ಮಹಾತ್ಮಗಾಂಧಿ ರಾಷ್ಟ್ರೀಯ ಗ್ರಾಮೀಣ ಉದ್ಯೋಗ ಖಾತರಿ ಕಾಯ್ದೆಯ ಪರಿಣಾಮಗಳು: ಕರ್ನಾಟಕದ ಚಾಮರಾಜನಗರ ಜಿಲ್ಲೆಯ ಒಂದು ಅಧ್ಯಯನ ಎಂಬ ಮಹಾ ಪ್ರಬಂಧವನ್ನು ಅರ್ಥಶಾಸ್ತ್ರ ವಿಷಯ ಕ್ಷೇತ್ರದಲ್ಲಿ ಪಿಹೆಚ್.ಡಿ ಪದವಿಗಾಗಿ ಅಂಗೀಕರಿಸಲಾಗಿದೆ ಎಂದು ವಿವಿಯ ಕುಲ ಸಚಿವರು ತಿಳಿಸಿದ್ದಾರೆ. [11,181,377,369]
lead-text-continued: ನಿರ್ದೇಶಕ ನಂದಿಶ್ ಮಾತನಾಡಿ ಕಲೆ ಮತ್ತು ಸಂಸ್ಕೃತಿ ಮುಂದಿನ ಜನಾಂಗವನ್ನು ತಲುಪಬೇಕು. ಮಾಧ್ಯಮಗಳಲ್ಲಿ ಆಕಾಶವಾಣಿ ಬಳಸುವ ಕನ್ನಡ 24 ಕ್ಯಾರೆಟ್ ಚಿನ್ನದಂತೆ. ಆಕಾಶವಾಣಿ ನಂತರ ದೂರದರ್ಶನ ಮತ್ತು ಎಫ್.ಎಂ ರೇಡಿಯೋಗಳು ಬಂದವು. ಆಕಾಶವಾಣಿ ತೆರೆದುಕೊಂಡಂತೆ ಕನ್ನಡ ಭಾಷೆ ಆಕರ್ಷಕವಾಗಿದೆ. ಸಹಾಯಕ ನಿರ್ದೇಶಕ ಟಿ.ವಿ.ವಿಜ್ಞಾಂಕರ್ ಮಾತನಾಡಿ ಮಂಡ್ಯ ಸಾಂಸ್ಕೃತಿಕ ಜಿಲ್ಲೆಯಾಗಿದ್ದು ಇಲ್ಲಿನ ಕಲಾವಿದರು ಆಕಾಶವಾಣಿಯ ಕಾರ್ಯಕ್ರಮಗಳ ಮೂಲಕ ಜನಮನ ಗೆದ್ದಿದ್ದಾರೆ. ಆಕಾಶವಾಣಿ ಕೇಳುಗರ ಸಂಖ್ಯೆ ಹೆಚ್ಚುತ್ತಿದ್ದು ಯುವಜನರೂ ಸಹ ಆಕಾಶವಾಣಿಯತ್ತ ಆಕರ್ಷಿತರಾಗುತ್ತಿದ್ದಾರೆ. ವಿದ್ಯಾರ್ಥಿಗಳು ಹಾಗೂ ಯುವಕರು ಸಂಸ್ಕೃತಿ ಮತ್ತು ಕಲೆಯನ್ನು ಉಳಿಸುವ ಕಾರ್ಯದಲ್ಲಿ ತೊಡಗಬೇಕು. ಕನ್ನಡ ಮತ್ತು ಸಂಸ್ಕೃತಿ ಇಲಾಖೆ ಸಹಾಯಕ ನಿರ್ದೇಶಕರು ವಿಷಯ ತಿಳಿಸಿದರು. [692,520,1246,621]
phd-body [11,180,377,569]
water-queue-photo [944,1506,1228,1639]
governor-headline: ಕೇರಳ ಮಾಜಿ ರಾಜ್ಯಪಾಲ ದಿ.ರಾಚಯ್ಯ ಪತ್ನಿ ಗೌರಮ್ಮ ನಿಧನ [150,1838,650,1870]
divider [6,919,381,920]
water-body-col1 [394,1506,679,1823]
constable-body [396,1015,1054,1440]
water-body-col2: ನಗರದ ನಗರಸಭೆ ಕಚೇರಿಯಲ್ಲಿ ಬುಧವಾರ ಆಯೋಜಿಸಿದ್ದ ನೀರ ಪೂರೈಕೆ ಆಯೋಗದ ಸಭೆಯಲ್ಲಿ ಜಿಲ್ಲಾ ಕೇಂದ್ರದಲ್ಲಿ ವಾಸಿಸುವ ಜನರ ಬಹುದಿನಗಳ ನಿರೀಕ್ಷೆಯಾಗಿರುವ ಶಾಶ್ವತ ಕುಡಿಯುವ ನೀರು ಯೋಜನೆಗೆ ಹೆಚ್ಚಿನ ಅನುದಾನ ನೀಡುವ ಮೂಲಕ ಸಾರ್ವಜನಿಕರಿಗೆ ಅನುಕೂಲ ಮಾಡಿಕೊಡಬೇಕು ಎಂದು ನಗರಸಭಾ ಸದಸ್ಯರು ಆಯೋಗದ ಅಧ್ಯಕ್ಷರಿಗೆ ಮನವಿ ಮಾಡಿದರು. ನಗರಸಭಾ ಸದಸ್ಯ ಅಬ್ರಾರ್ ಅಹಮದ್ ಮಾತನಾಡಿ, ಈಗಾಗಲೇ ಶಾಶ್ವತ ಕುಡಿಯುವ ನೀರಿನ ಯೋಜನೆಯನ್ನು ಅನುಷ್ಠಾನಗೊಳಿಸಲು ಸರ್ಕಾರಕ್ಕೆ ಪ್ರಸ್ತಾವನೆ ಸಲ್ಲಿಸಲಾಗಿದ್ದು, ಈ ಯೋಜನೆ ಜಾರಿಗೆ ವಿಶೇಷ ಅನುದಾನವನ್ನು ನೀಡಬೇಕು ಎಂದರು. ಜೊತೆಗೆ ಯುಜಿಡಿ ನಿರ್ಮಾಣಕ್ಕೆ ಅನುದಾನ ಹೆಚ್ಚಿಸಬೇಕು. ಸದಸ್ಯ ಎಂ.ಮಹೇಶ್ ಮಾತನಾಡಿ, ನಗರದಲ್ಲಿ ಕಸ ವಿಲೇವಾರಿ ನಿರ್ವಹಣೆಯ ಹೊರಗುತ್ತಿಗೆ ನೌಕರರ ಬದಲಿಗೆ ಪೌರಕಾರ್ಮಿಕರನ್ನು ನೇರ ನೇಮಕಾತಿ ಮಾಡಬೇಕು. ನಗರಸಭೆಗೆ ಆದಾಯ ಹೆಚ್ಚಿಸಲು ಕ್ರಮ ವಹಿಸಬೇಕು ಎಂದರು. ನಗರಸಭೆ ಅಧ್ಯಕ್ಷ ಸುರೇಶ್, ಉಪಾಧ್ಯಕ್ಷೆ ಮಮತಾ ಬಾಲರಾಜು, ಸದಸ್ಯರಾದ ಚಂದ್ರಶೇಖರ್, ಶಿವಕುಮಾರ್, ಎಂ.ಕೆ.ಸುಬ್ಬಣ್ಣ ಸೇರಿದಂತೆ ಅನೇಕರು ಹಾಜರಿದ್ದರು. [685,1647,1228,1782]
constable-headline-2: 31 ಲಕ್ಷವಂಚನೆ ಪ್ರಕರಣ ದಾಖಲು [533,960,917,1001]
